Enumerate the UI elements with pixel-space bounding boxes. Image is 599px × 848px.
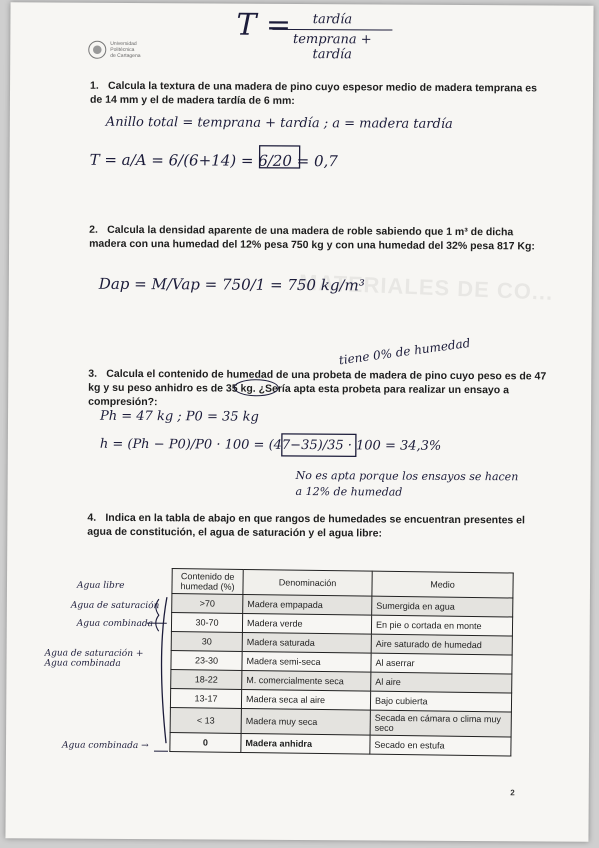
table-row: 18-22 M. comercialmente seca Al aire (171, 670, 512, 693)
page-number: 2 (510, 788, 515, 798)
margin-note-3: tiene 0% de humedad (338, 335, 472, 368)
table-row: 30-70 Madera verde En pie o cortada en monte (171, 613, 512, 636)
answer-2: Dap = M/Vap = 750/1 = 750 kg/m³ (98, 274, 365, 295)
logo-text: Universidad Politécnica de Cartagena (110, 40, 141, 60)
side-note-combined: Agua combinada (76, 618, 154, 630)
formula-denominator: temprana + tardía (292, 31, 372, 63)
answer-3-line-3: No es apta porque los ensayos se hacen a 12% de humedad (295, 468, 519, 499)
watermark: MATERIALES DE CO... (298, 269, 554, 305)
question-2: 2. Calcula la densidad aparente de una madera de roble sabiendo que 1 m³ de dicha madera con una humedad del 12% pesa 750 kg y con una humedad del 32% pesa 817 Kg: (89, 223, 535, 253)
answer-1-box (260, 146, 300, 168)
side-note-combined-arrow: Agua combinada → (61, 740, 149, 752)
table-header-denomination: Denominación (243, 569, 372, 596)
anhidro-circle (234, 380, 278, 396)
side-note-saturation: Agua de saturación (70, 600, 160, 612)
table-header-medium: Medio (372, 571, 513, 598)
answer-1-line-1: Anillo total = temprana + tardía ; a = madera tardía (105, 114, 453, 132)
table-row: 13-17 Madera seca al aire Bajo cubierta (170, 689, 511, 712)
side-note-free-water: Agua libre (76, 580, 125, 591)
table-row: 30 Madera saturada Aire saturado de humedad (171, 632, 512, 655)
answer-1-line-2: T = a/A = 6/(6+14) = 6/20 = 0,7 (89, 150, 338, 171)
brace-small (156, 599, 159, 631)
question-4: 4. Indica en la tabla de abajo en que rangos de humedades se encuentran presentes el agua de constitución, el agua de saturación y el agua libre: (87, 511, 526, 540)
table-row: 0 Madera anhidra Secado en estufa (170, 733, 511, 756)
side-note-saturation-combined: Agua de saturación + Agua combinada (44, 648, 144, 669)
answer-3-line-1: Ph = 47 kg ; P0 = 35 kg (99, 408, 259, 425)
table-row: >70 Madera empapada Sumergida en agua (172, 594, 513, 617)
bracket-left (161, 597, 167, 743)
answer-3-box (282, 434, 356, 456)
table-row: < 13 Madera muy seca Secada en cámara o clima muy seco (170, 708, 511, 737)
answer-3-line-2: h = (Ph − P0)/P0 · 100 = (47−35)/35 · 100 = 34,3% (99, 436, 442, 454)
formula-numerator: tardía (272, 12, 392, 31)
table-row: 23-30 Madera semi-seca Al aserrar (171, 651, 512, 674)
document-page (5, 2, 593, 842)
header-formula-lhs: T = (236, 7, 292, 43)
question-1: 1. Calcula la textura de una madera de pino cuyo espesor medio de madera temprana es de 14 mm y el de madera tardía de 6 mm: (89, 79, 537, 107)
question-3: 3. Calcula el contenido de humedad de una probeta de madera de pino cuyo peso es de 47 kg y su peso anhidro es de 35 kg. ¿Sería apta esta probeta para realizar un ensayo a compresión?: (88, 367, 547, 409)
handwriting-marks (5, 2, 593, 842)
table-header-humidity: Contenido de humedad (%) (172, 569, 243, 595)
